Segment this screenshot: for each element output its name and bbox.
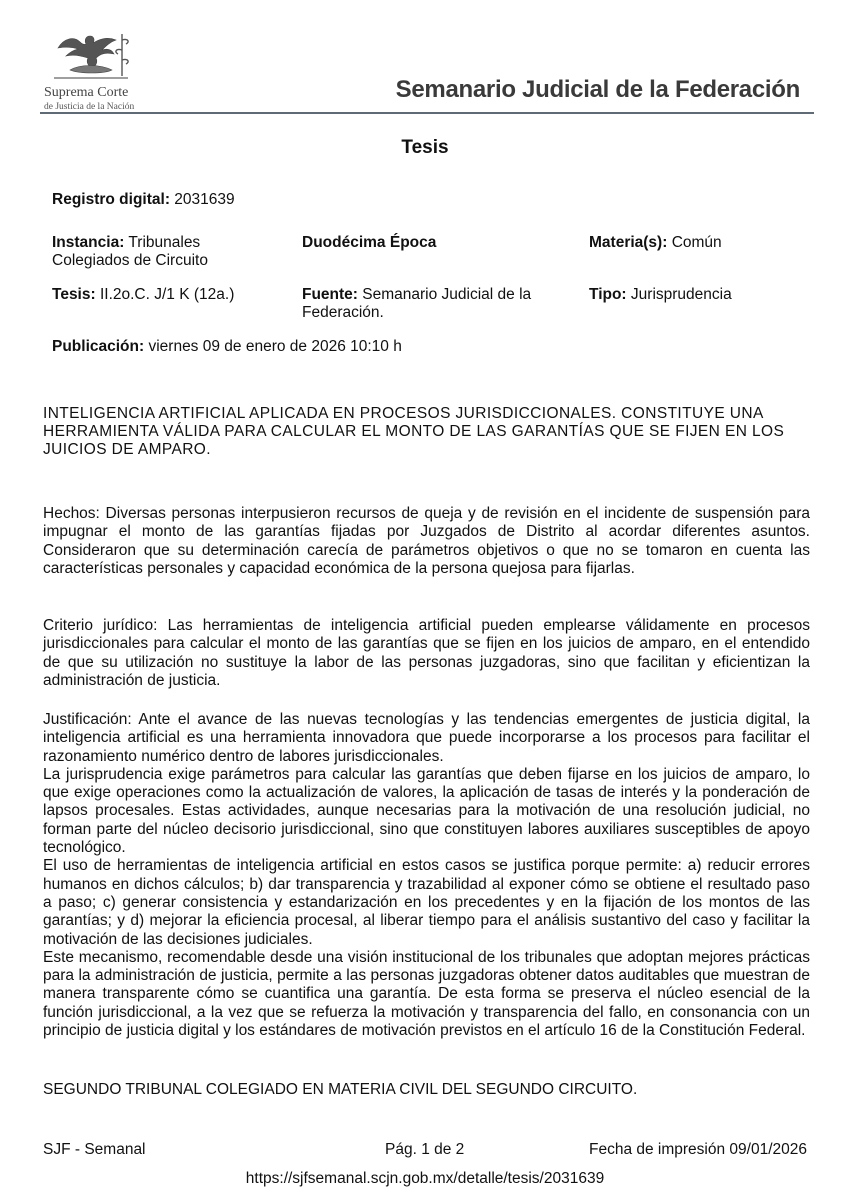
epoca-value: Duodécima Época <box>302 234 437 251</box>
tipo-value: Jurisprudencia <box>630 286 732 303</box>
registro-value: 2031639 <box>174 191 235 208</box>
instancia-label: Instancia: <box>52 234 125 251</box>
epoca <box>302 234 436 252</box>
justificacion-paragraph-1: Justificación: Ante el avance de las nuevas tecnologías y las tendencias emergentes de justicia digital, la inteligencia artificial es una herramienta innovadora que puede incorporarse a los procesos para facilitar el razonamiento numérico dentro de labores jurisdiccionales. <box>43 711 810 765</box>
footer-print-date: Fecha de impresión 09/01/2026 <box>588 1141 807 1158</box>
tesis-label: Tesis: <box>52 286 96 303</box>
instancia-value: Tribunales Colegiados de Circuito <box>52 234 208 269</box>
tipo-label: Tipo: <box>589 286 627 303</box>
tesis-number <box>52 286 234 304</box>
scjn-logo <box>40 30 140 112</box>
publicacion <box>52 338 402 356</box>
tesis-title: INTELIGENCIA ARTIFICIAL APLICADA EN PROCESOS JURISDICCIONALES. CONSTITUYE UNA HERRAMIENTA VÁLIDA PARA CALCULAR EL MONTO DE LAS GARANTÍAS QUE SE FIJEN EN LOS JUICIOS DE AMPARO. <box>43 405 785 458</box>
logo-text-primary: Suprema Corte <box>44 85 129 100</box>
tesis-value: II.2o.C. J/1 K (12a.) <box>99 286 235 303</box>
site-title: Semanario Judicial de la Federación <box>395 76 800 103</box>
hechos-text: Hechos: Diversas personas interpusieron recursos de queja y de revisión en el incidente de suspensión para impugnar el monto de las garantías fijadas por Juzgados de Distrito al acordar diferentes asuntos. Consideraron que su determinación carecía de parámetros objetivos o que no se tomaron en cuenta las características personales y capacidad económica de la persona quejosa para fijarlas. <box>43 505 810 577</box>
materia <box>589 234 722 252</box>
logo-text-secondary: de Justicia de la Nación <box>44 102 135 112</box>
hechos-paragraph <box>43 505 810 578</box>
tipo <box>589 286 732 304</box>
criterio-paragraph <box>43 617 810 690</box>
justificacion-paragraph-2: La jurisprudencia exige parámetros para calcular las garantías que deben fijarse en los juicios de amparo, lo que exige operaciones como la actualización de valores, la aplicación de tasas de interés y la ponderación de lapsos procesales. Estas actividades, aunque necesarias para la motivación de una resolución judicial, no forman parte del núcleo decisorio jurisdiccional, sino que constituyen labores auxiliares susceptibles de apoyo tecnológico. <box>43 765 810 857</box>
registro-digital <box>52 191 235 209</box>
fuente-value: Semanario Judicial de la Federación. <box>302 286 532 321</box>
page-header <box>0 0 850 118</box>
footer-page-number: Pág. 1 de 2 <box>385 1141 465 1158</box>
justificacion-paragraph-3: El uso de herramientas de inteligencia artificial en estos casos se justifica porque permite: a) reducir errores humanos en dichos cálculos; b) dar transparencia y trazabilidad al exponer cómo se obtiene el resultado paso a paso; c) generar consistencia y estandarización en los precedentes y en la fijación de los montos de las garantías; y d) mejorar la eficiencia procesal, al liberar tiempo para el análisis sustantivo del caso y facilitar la motivación de las decisiones judiciales. <box>43 857 810 948</box>
footer-url-link[interactable]: https://sjfsemanal.scjn.gob.mx/detalle/tesis/2031639 <box>245 1170 605 1187</box>
criterio-text: Criterio jurídico: Las herramientas de inteligencia artificial pueden emplearse válidamente en procesos jurisdiccionales para calcular el monto de las garantías que se fijen en los juicios de amparo, en el entendido de que su utilización no sustituye la labor de las personas juzgadoras, sino que facilitan y eficientizan la administración de justicia. <box>43 617 810 689</box>
instancia <box>52 234 262 270</box>
materia-value: Común <box>671 234 722 251</box>
justificacion-paragraph-4: Este mecanismo, recomendable desde una visión institucional de los tribunales que adoptan mejores prácticas para la administración de justicia, permite a las personas juzgadoras obtener datos auditables que muestran de manera transparente cómo se cuantifica una garantía. De esta forma se preserva el núcleo esencial de la función jurisdiccional, a la vez que se refuerza la motivación y transparencia del fallo, en consonancia con un principio de justicia digital y los estándares de motivación previstos en el artículo 16 de la Constitución Federal. <box>43 948 810 1040</box>
publicacion-label: Publicación: <box>52 338 145 355</box>
document-type-heading: Tesis <box>401 137 449 158</box>
eagle-emblem-icon <box>50 30 132 82</box>
header-divider <box>40 112 814 114</box>
registro-label: Registro digital: <box>52 191 170 208</box>
fuente <box>302 286 567 322</box>
materia-label: Materia(s): <box>589 234 668 251</box>
fuente-label: Fuente: <box>302 286 358 303</box>
issuing-court: SEGUNDO TRIBUNAL COLEGIADO EN MATERIA CIVIL DEL SEGUNDO CIRCUITO. <box>43 1081 638 1098</box>
justificacion-section <box>43 711 810 1040</box>
footer-source: SJF - Semanal <box>43 1141 146 1158</box>
publicacion-value: viernes 09 de enero de 2026 10:10 h <box>148 338 402 355</box>
